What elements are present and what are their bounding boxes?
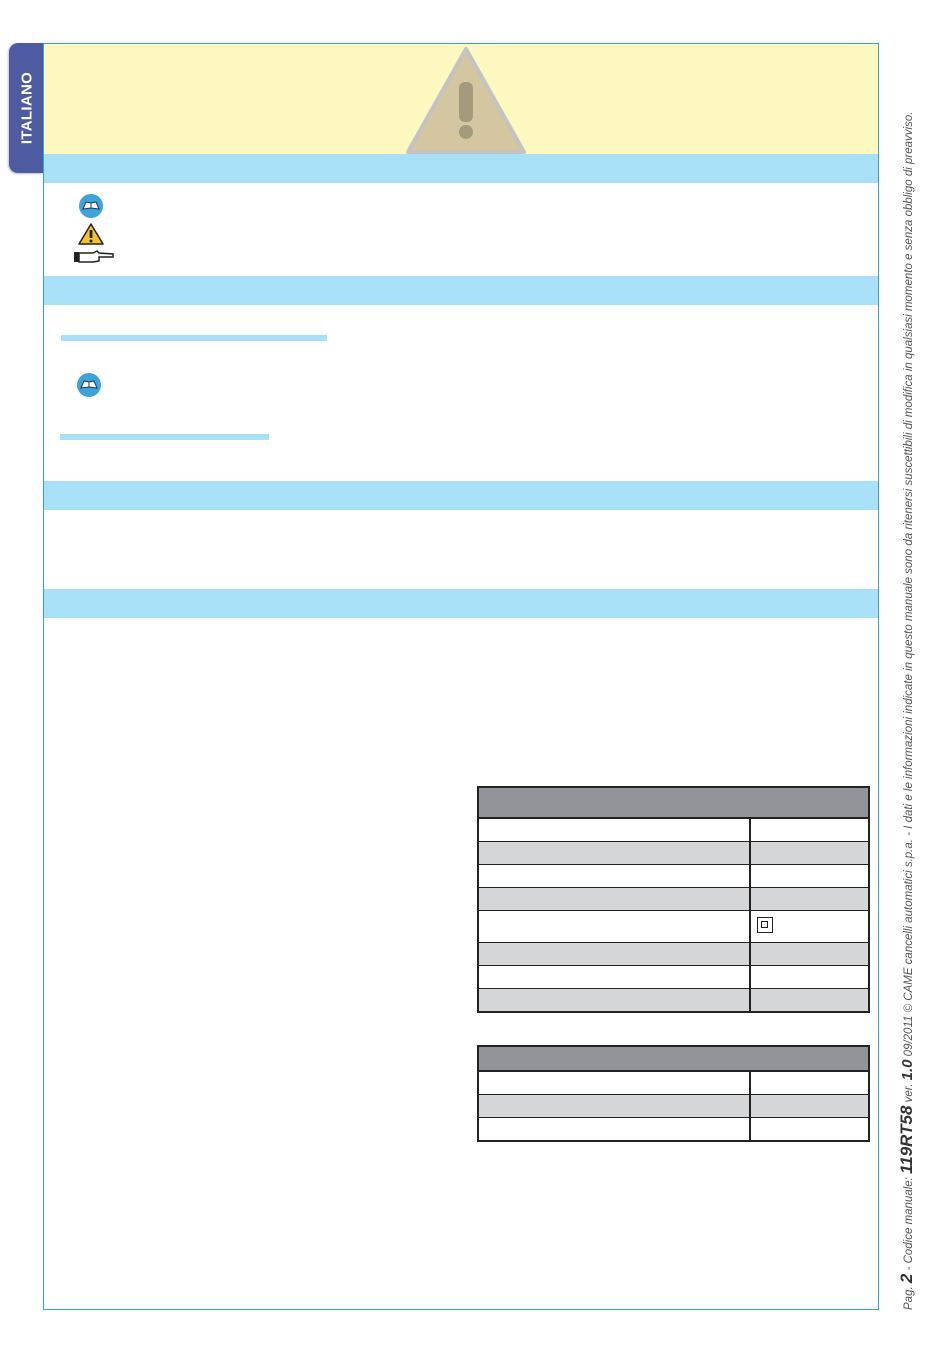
table-row [479,966,868,989]
manual-version: 1.0 [899,1059,916,1081]
pointing-hand-icon [73,250,115,264]
manual-book-icon [76,372,102,398]
table-row [479,989,868,1011]
double-insulation-icon [757,917,773,933]
table-header [479,788,868,819]
page-prefix: Pag. [903,1286,915,1310]
code-prefix: - Codice manuale: [903,1177,915,1271]
language-tab [9,43,44,173]
table-row [479,1095,868,1118]
subsection-underline-2 [60,434,269,440]
table-row [479,911,868,943]
technical-data-table [477,786,870,1013]
copyright-notice: © CAME cancelli automatici s.p.a. - I dati e le informazioni indicate in questo manuale sono da ritenersi suscettibili di modifica in qualsiasi momento e senza obbligo di preavviso. [903,111,915,1013]
subsection-underline-1 [61,335,327,341]
page-number: 2 [897,1273,916,1284]
accessory-data-table [477,1045,870,1142]
section-band-2 [44,276,878,305]
section-band-1 [44,154,878,183]
manual-date: 09/2011 [903,1015,915,1057]
table-row [479,819,868,842]
table-row [479,888,868,911]
section-band-4 [44,589,878,618]
table-header [479,1047,868,1072]
table-row [479,1118,868,1140]
table-row [479,842,868,865]
table-row [479,1072,868,1095]
manual-book-icon [78,193,104,219]
table-row [479,865,868,888]
section-band-3 [44,481,878,510]
language-tab-label: ITALIANO [18,71,35,145]
table-row [479,943,868,966]
version-prefix: ver. [903,1083,915,1103]
page-footer [897,112,917,1310]
manual-code: 119RT58 [897,1105,916,1174]
warning-triangle-icon [77,222,105,246]
warning-triangle-icon [404,46,528,156]
